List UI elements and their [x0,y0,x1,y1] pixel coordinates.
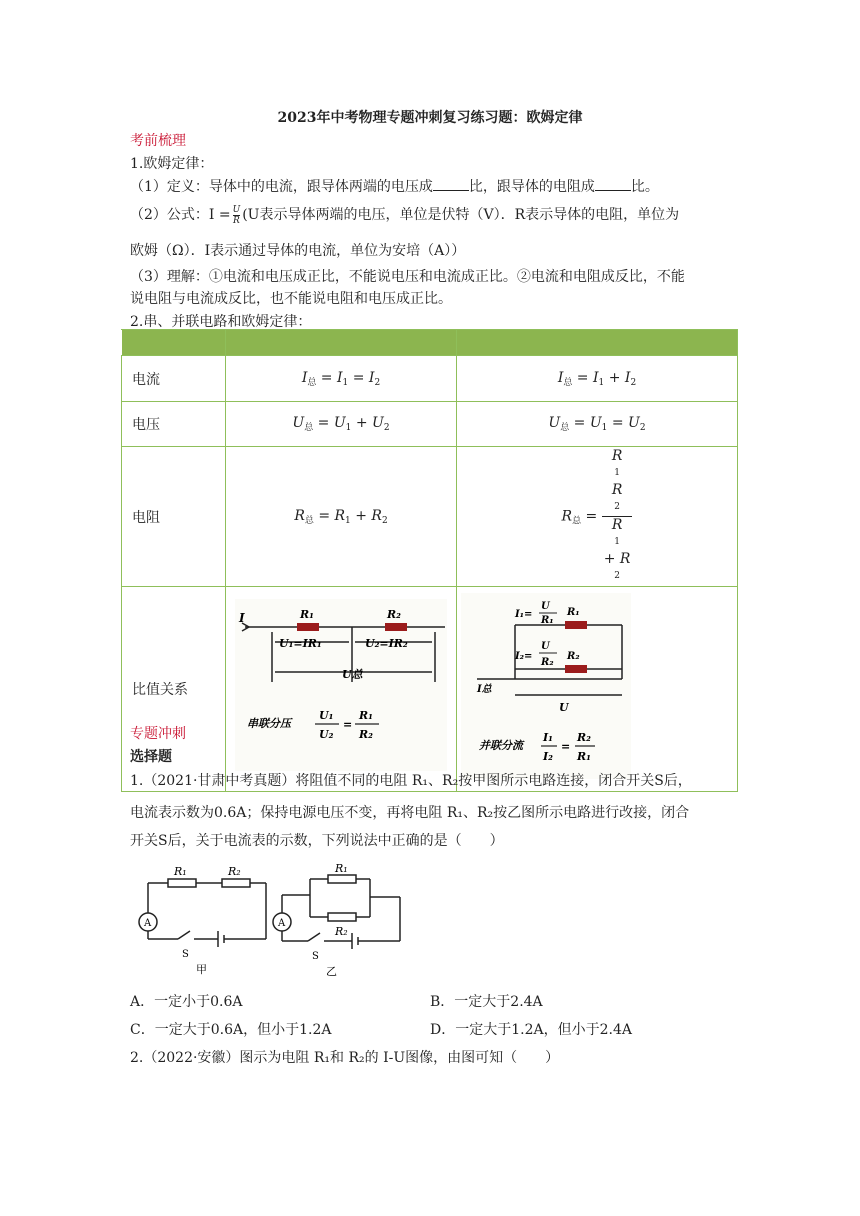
table-row [122,447,738,587]
label-r1: R₁ [300,608,314,621]
svg-text:I₂=: I₂= [515,651,533,662]
row-label: 电压 [122,402,226,447]
item-ohms-law: 1.欧姆定律： [130,156,214,172]
series-current-formula: $I_总 = I_1 = I_2$ [226,356,457,402]
section-heading-review: 考前梳理 [130,133,186,149]
q1-option-c[interactable]: C．一定大于0.6A，但小于1.2A [130,1022,332,1038]
svg-text:=: = [561,740,571,753]
understanding-line-2: 说电阻与电流成反比，也不能说电阻和电压成正比。 [130,291,452,307]
formula-text-a: （2）公式：I = [130,207,231,223]
svg-text:R₁: R₁ [541,615,554,626]
label-u2: U₂=IR₂ [365,637,408,650]
blank-1 [433,177,469,191]
switch-s-yi: S [312,951,319,962]
series-circuit-figure [227,587,455,787]
definition-text-c: 比。 [630,179,659,195]
ammeter-a-yi: A [278,918,286,929]
r2-jia: R₂ [228,865,241,878]
table-row [122,356,738,402]
row-label: 电流 [122,356,226,402]
page-title: 2023年中考物理专题冲刺复习练习题：欧姆定律 [277,110,583,126]
svg-text:R₁: R₁ [359,709,373,722]
svg-text:I₁=: I₁= [515,609,533,620]
q2-line-1: 2.（2022·安徽）图示为电阻 R₁和 R₂的 I-U图像，由图可知（ ） [130,1050,560,1066]
label-u: U [559,701,569,714]
r2-yi: R₂ [335,925,348,938]
table-row [122,402,738,447]
switch-s-jia: S [182,949,189,960]
svg-text:I₂: I₂ [543,750,553,763]
formula-units-line: 欧姆（Ω）．I表示通过导体的电流，单位为安培（A）） [130,243,466,259]
row-label: 电阻 [122,447,226,587]
ammeter-a-jia: A [144,918,152,929]
q1-line-1: 1.（2021·甘肃中考真题）将阻值不同的电阻 R₁、R₂按甲图所示电路连接，闭合开关S后， [130,773,692,789]
formula-line [130,204,679,226]
label-r1: R₁ [567,607,580,618]
series-caption: 串联分压 [247,717,291,730]
table-row [122,587,738,792]
q1-option-d[interactable]: D．一定大于1.2A，但小于2.4A [430,1022,632,1038]
label-r2: R₂ [567,651,580,662]
understanding-line-1: （3）理解：①电流和电压成正比，不能说电压和电流成正比。②电流和电阻成反比，不能 [130,269,685,285]
row-label: 比值关系 [122,587,226,792]
q1-line-2: 电流表示数为0.6A；保持电源电压不变，再将电阻 R₁、R₂按乙图所示电路进行改接，闭合 [130,805,690,821]
svg-text:U: U [541,641,550,652]
svg-text:R₁: R₁ [577,750,591,763]
series-voltage-formula: $U_总 = U_1 + U_2$ [226,402,457,447]
r1-yi: R₁ [335,862,348,875]
q1-option-a[interactable]: A．一定小于0.6A [130,994,243,1010]
circuit-jia [139,879,266,947]
section-heading-drill: 专题冲刺 [130,726,186,742]
formula-fraction: $\frac{U}{R}$ [232,204,241,226]
r1-jia: R₁ [174,865,187,878]
svg-text:I₁: I₁ [543,731,553,744]
item-series-parallel: 2.串、并联电路和欧姆定律： [130,314,312,330]
svg-text:U: U [541,601,550,612]
formula-text-b: (U表示导体两端的电压，单位是伏特（V）．R表示导体的电阻，单位为 [242,207,680,223]
table-header-row [122,330,738,356]
svg-text:=: = [343,718,353,731]
label-r2: R₂ [387,608,401,621]
svg-text:R₂: R₂ [359,728,373,741]
definition-text-b: 比，跟导体的电阻成 [468,179,595,195]
definition-text-a: （1）定义：导体中的电流，跟导体两端的电压成 [130,179,433,195]
parallel-voltage-formula: $U_总 = U_1 = U_2$ [457,402,738,447]
label-u1: U₁=IR₁ [279,637,322,650]
q1-line-3: 开关S后，关于电流表的示数，下列说法中正确的是（ ） [130,833,504,849]
parallel-current-formula: $I_总 = I_1 + I_2$ [457,356,738,402]
svg-text:R₂: R₂ [577,731,591,744]
label-i: I [239,611,245,625]
series-ratio-figure-cell [226,587,457,792]
parallel-circuit-figure [457,587,637,787]
question-type: 选择题 [130,749,172,765]
label-jia: 甲 [196,963,207,976]
parallel-caption: 并联分流 [479,739,523,752]
label-u-total: U总 [342,668,363,681]
svg-text:U₁: U₁ [319,709,334,722]
label-i-total: I总 [477,684,492,695]
svg-text:R₂: R₂ [541,657,554,668]
parallel-ratio-figure-cell [457,587,738,792]
svg-text:U₂: U₂ [319,728,334,741]
blank-2 [595,177,631,191]
q1-option-b[interactable]: B．一定大于2.4A [430,994,543,1010]
definition-line [130,176,659,196]
parallel-resistance-formula: $R_总$ = R 1 R 2 R 1 + R 2 [457,447,738,587]
label-yi: 乙 [326,965,337,978]
series-parallel-table [121,329,738,792]
q1-circuit-figures [130,855,410,980]
series-resistance-formula: $R_总 = R_1 + R_2$ [226,447,457,587]
